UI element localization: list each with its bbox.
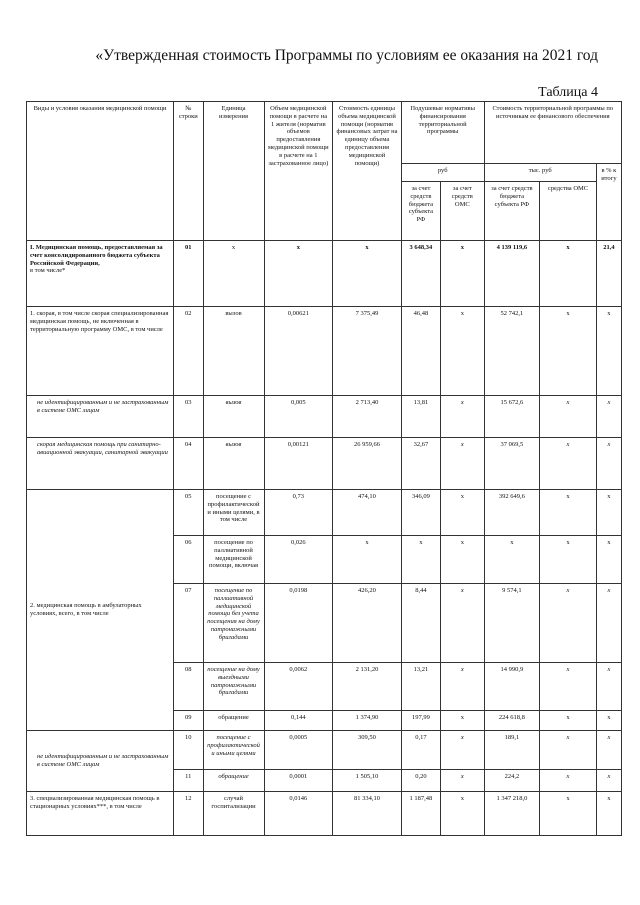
row-name: не идентифицированным и не застрахованным в системе ОМС лицам bbox=[27, 731, 174, 792]
row-pc-budget: 32,67 bbox=[401, 438, 440, 490]
row-pc-budget: 346,09 bbox=[401, 490, 440, 536]
row-unit: обращение bbox=[203, 711, 264, 731]
row-unit-cost: х bbox=[333, 241, 402, 307]
row-total-budget: 37 069,5 bbox=[484, 438, 540, 490]
row-number: 01 bbox=[174, 241, 203, 307]
row-total-budget: 224 618,8 bbox=[484, 711, 540, 731]
header-oms-2: средства ОМС bbox=[540, 182, 597, 241]
row-pc-budget: 3 648,34 bbox=[401, 241, 440, 307]
document-title: «Утвержденная стоимость Программы по условиям ее оказания на 2021 год bbox=[95, 47, 598, 64]
row-unit-cost: 1 374,90 bbox=[333, 711, 402, 731]
row-name: не идентифицированным и не застрахованным в системе ОМС лицам bbox=[27, 396, 174, 438]
cost-table bbox=[26, 101, 622, 836]
row-total-budget: 1 347 218,0 bbox=[484, 792, 540, 836]
header-rub: руб bbox=[401, 164, 484, 182]
row-total-budget: х bbox=[484, 536, 540, 584]
row-unit-cost: 1 505,10 bbox=[333, 770, 402, 792]
row-number: 12 bbox=[174, 792, 203, 836]
row-total-budget: 15 672,6 bbox=[484, 396, 540, 438]
row-unit: посещение с профилактической и иными целями, в том числе bbox=[203, 490, 264, 536]
table-label: Таблица 4 bbox=[538, 85, 598, 100]
row-percent: х bbox=[596, 731, 621, 770]
header-unit: Единица измерения bbox=[203, 102, 264, 241]
row-pc-oms: х bbox=[441, 396, 485, 438]
row-number: 11 bbox=[174, 770, 203, 792]
row-number: 08 bbox=[174, 663, 203, 711]
row-unit: посещение с профилактической и иными целями bbox=[203, 731, 264, 770]
row-percent: х bbox=[596, 711, 621, 731]
table-row bbox=[27, 731, 622, 770]
row-percent: х bbox=[596, 584, 621, 663]
header-program-cost: Стоимость территориальной программы по источникам ее финансового обеспечения bbox=[484, 102, 621, 164]
row-percent: х bbox=[596, 536, 621, 584]
row-unit-cost: 2 131,20 bbox=[333, 663, 402, 711]
row-number: 09 bbox=[174, 711, 203, 731]
row-unit: вызов bbox=[203, 307, 264, 396]
row-pc-budget: 0,20 bbox=[401, 770, 440, 792]
header-budget-2: за счет средств бюджета субъекта РФ bbox=[484, 182, 540, 241]
table-row bbox=[27, 396, 622, 438]
row-unit-cost: 81 334,10 bbox=[333, 792, 402, 836]
row-volume: 0,026 bbox=[264, 536, 333, 584]
row-volume: 0,0001 bbox=[264, 770, 333, 792]
row-pc-oms: х bbox=[441, 663, 485, 711]
row-total-budget: 189,1 bbox=[484, 731, 540, 770]
row-total-budget: 14 990,9 bbox=[484, 663, 540, 711]
table-row bbox=[27, 490, 622, 536]
row-percent: х bbox=[596, 770, 621, 792]
row-name: скорая медицинская помощь при санитарно-авиационной эвакуации, санитарной эвакуации bbox=[27, 438, 174, 490]
row-unit-cost: 7 375,49 bbox=[333, 307, 402, 396]
row-total-budget: 52 742,1 bbox=[484, 307, 540, 396]
row-percent: х bbox=[596, 438, 621, 490]
row-pc-oms: х bbox=[441, 307, 485, 396]
row-unit-cost: 309,50 bbox=[333, 731, 402, 770]
row-pc-oms: х bbox=[441, 241, 485, 307]
row-pc-budget: 46,48 bbox=[401, 307, 440, 396]
row-unit-cost: х bbox=[333, 536, 402, 584]
row-volume: 0,0005 bbox=[264, 731, 333, 770]
row-pc-budget: 1 187,48 bbox=[401, 792, 440, 836]
row-pc-budget: 8,44 bbox=[401, 584, 440, 663]
row-unit: вызов bbox=[203, 438, 264, 490]
row-unit-cost: 474,10 bbox=[333, 490, 402, 536]
row-percent: х bbox=[596, 792, 621, 836]
row-percent: 21,4 bbox=[596, 241, 621, 307]
row-unit: посещение по паллиативной медицинской помощи без учета посещения на дому патронажными бригадами bbox=[203, 584, 264, 663]
row-number: 04 bbox=[174, 438, 203, 490]
row-volume: 0,0062 bbox=[264, 663, 333, 711]
row-percent: х bbox=[596, 490, 621, 536]
row-volume: 0,00621 bbox=[264, 307, 333, 396]
row-unit: посещение на дому выездными патронажными бригадами bbox=[203, 663, 264, 711]
row-unit: посещение по паллиативной медицинской помощи, включая bbox=[203, 536, 264, 584]
row-pc-budget: 0,17 bbox=[401, 731, 440, 770]
row-total-budget: 392 649,6 bbox=[484, 490, 540, 536]
row-total-oms: х bbox=[540, 663, 597, 711]
row-number: 03 bbox=[174, 396, 203, 438]
row-number: 05 bbox=[174, 490, 203, 536]
header-budget: за счет средств бюджета субъекта РФ bbox=[401, 182, 440, 241]
row-pc-budget: 13,21 bbox=[401, 663, 440, 711]
row-name: 2. медицинская помощь в амбулаторных условиях, всего, в том числе bbox=[27, 490, 174, 731]
row-number: 10 bbox=[174, 731, 203, 770]
row-pc-oms: х bbox=[441, 536, 485, 584]
row-unit-cost: 2 713,40 bbox=[333, 396, 402, 438]
row-volume: 0,73 bbox=[264, 490, 333, 536]
row-unit: случай госпитализации bbox=[203, 792, 264, 836]
row-total-oms: х bbox=[540, 711, 597, 731]
header-row-number: № строки bbox=[174, 102, 203, 241]
table-row bbox=[27, 307, 622, 396]
row-unit: обращение bbox=[203, 770, 264, 792]
table-row bbox=[27, 792, 622, 836]
row-volume: 0,0198 bbox=[264, 584, 333, 663]
table-row bbox=[27, 241, 622, 307]
row-pc-budget: х bbox=[401, 536, 440, 584]
row-unit: вызов bbox=[203, 396, 264, 438]
row-total-oms: х bbox=[540, 770, 597, 792]
header-unit-cost: Стоимость единицы объема медицинской помощи (норматив финансовых затрат на единицу объема предоставления медицинской помощи) bbox=[333, 102, 402, 241]
row-name: 1. скорая, в том числе скорая специализированная медицинская помощь, не включенная в территориальную программу ОМС, в том числе bbox=[27, 307, 174, 396]
row-total-budget: 224,2 bbox=[484, 770, 540, 792]
row-total-oms: х bbox=[540, 490, 597, 536]
row-total-oms: х bbox=[540, 438, 597, 490]
header-kinds: Виды и условия оказания медицинской помощи bbox=[27, 102, 174, 241]
row-percent: х bbox=[596, 307, 621, 396]
row-number: 06 bbox=[174, 536, 203, 584]
row-name bbox=[27, 241, 174, 307]
row-total-oms: х bbox=[540, 584, 597, 663]
row-total-oms: х bbox=[540, 731, 597, 770]
row-percent: х bbox=[596, 396, 621, 438]
row-number: 02 bbox=[174, 307, 203, 396]
row-total-oms: х bbox=[540, 792, 597, 836]
row-pc-budget: 197,99 bbox=[401, 711, 440, 731]
row-total-budget: 4 139 119,6 bbox=[484, 241, 540, 307]
row-pc-oms: х bbox=[441, 792, 485, 836]
row-name-main: I. Медицинская помощь, предоставляемая за счет консолидированного бюджета субъекта Российской Федерации, bbox=[30, 244, 163, 267]
row-total-oms: х bbox=[540, 241, 597, 307]
row-percent: х bbox=[596, 663, 621, 711]
row-volume: х bbox=[264, 241, 333, 307]
header-thous-rub: тыс. руб bbox=[484, 164, 596, 182]
row-pc-oms: х bbox=[441, 584, 485, 663]
row-total-oms: х bbox=[540, 396, 597, 438]
row-unit-cost: 426,20 bbox=[333, 584, 402, 663]
row-total-budget: 9 574,1 bbox=[484, 584, 540, 663]
row-volume: 0,00121 bbox=[264, 438, 333, 490]
row-name: 3. специализированная медицинская помощь в стационарных условиях***, в том числе bbox=[27, 792, 174, 836]
header-volume: Объем медицинской помощи в расчете на 1 жителя (норматив объемов предоставления медицинской помощи в расчете на 1 застрахованное лицо) bbox=[264, 102, 333, 241]
row-total-oms: х bbox=[540, 536, 597, 584]
header-oms: за счет средств ОМС bbox=[441, 182, 485, 241]
row-pc-oms: х bbox=[441, 490, 485, 536]
row-pc-oms: х bbox=[441, 711, 485, 731]
row-total-oms: х bbox=[540, 307, 597, 396]
header-per-capita: Подушевые нормативы финансирования территориальной программы bbox=[401, 102, 484, 164]
row-name-suffix: в том числе* bbox=[30, 267, 66, 275]
row-pc-oms: х bbox=[441, 438, 485, 490]
row-volume: 0,144 bbox=[264, 711, 333, 731]
header-percent: в % к итогу bbox=[596, 164, 621, 241]
row-volume: 0,0146 bbox=[264, 792, 333, 836]
row-pc-oms: х bbox=[441, 770, 485, 792]
row-unit: х bbox=[203, 241, 264, 307]
row-number: 07 bbox=[174, 584, 203, 663]
row-pc-budget: 13,81 bbox=[401, 396, 440, 438]
row-pc-oms: х bbox=[441, 731, 485, 770]
row-volume: 0,005 bbox=[264, 396, 333, 438]
row-unit-cost: 26 959,66 bbox=[333, 438, 402, 490]
table-row bbox=[27, 438, 622, 490]
